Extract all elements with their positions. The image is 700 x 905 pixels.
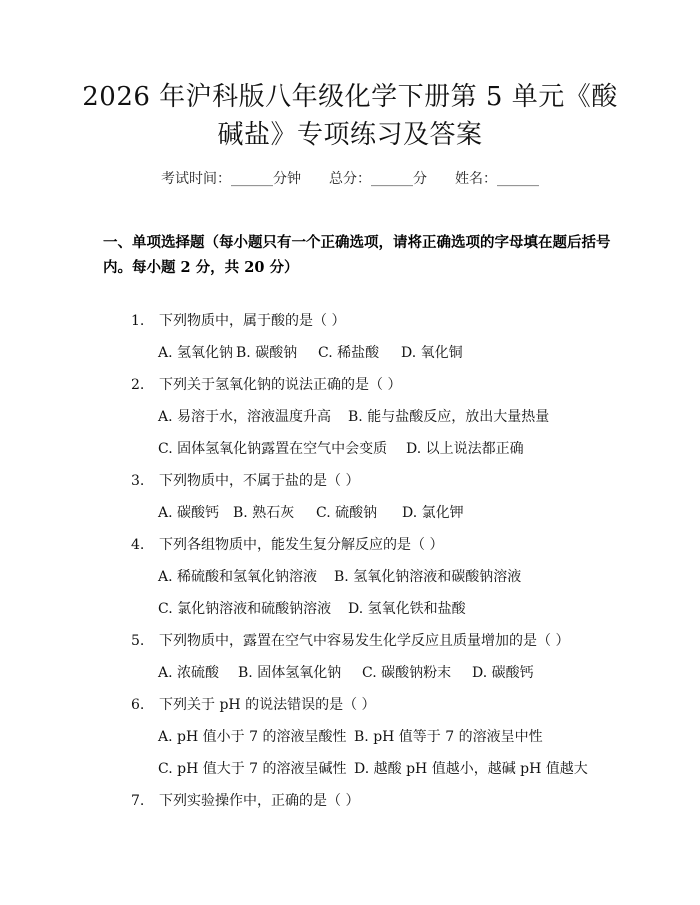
option-row	[158, 726, 543, 746]
option-b: B. 固体氢氧化钠	[238, 665, 342, 681]
question-text: 下列各组物质中，能发生复分解反应的是（ ）	[159, 537, 444, 553]
exam-time: 考试时间：______分钟	[161, 171, 301, 187]
question-text: 下列物质中，属于酸的是（ ）	[159, 313, 346, 329]
section-heading: 一、单项选择题（每小题只有一个正确选项，请将正确选项的字母填在题后括号内。每小题 2 分，共 20 分）	[103, 234, 611, 276]
option-b: B. 碳酸钠	[236, 345, 298, 361]
option-b: B. 熟石灰	[233, 505, 295, 521]
exam-total-score: 总分：______分	[329, 171, 427, 187]
option-a: A. 氢氧化钠	[158, 345, 234, 361]
question	[131, 630, 569, 650]
question-number: 1.	[131, 313, 145, 329]
option-c: C. 氯化钠溶液和硫酸钠溶液	[158, 601, 332, 617]
option-a: A. 碳酸钙	[158, 505, 220, 521]
question	[131, 534, 443, 554]
option-d: D. 越酸 pH 值越小，越碱 pH 值越大	[354, 761, 588, 777]
option-d: D. 氢氧化铁和盐酸	[348, 601, 466, 617]
option-c: C. 固体氢氧化钠露置在空气中会变质	[158, 441, 388, 457]
option-c: C. pH 值大于 7 的溶液呈碱性	[158, 761, 347, 777]
option-row	[158, 502, 464, 522]
option-d: D. 氯化钾	[402, 505, 464, 521]
option-a: A. 稀硫酸和氢氧化钠溶液	[158, 569, 318, 585]
student-name: 姓名：______	[455, 171, 539, 187]
question	[131, 310, 345, 330]
option-row	[158, 406, 549, 426]
option-row	[158, 438, 524, 458]
question-text: 下列实验操作中，正确的是（ ）	[159, 793, 360, 809]
exam-info	[0, 168, 700, 188]
question-number: 7.	[131, 793, 145, 809]
option-a: A. 易溶于水，溶液温度升高	[158, 409, 332, 425]
question-number: 5.	[131, 633, 145, 649]
document-title	[60, 78, 640, 154]
option-b: B. pH 值等于 7 的溶液呈中性	[354, 729, 543, 745]
option-row	[158, 598, 466, 618]
option-d: D. 以上说法都正确	[406, 441, 524, 457]
question-number: 2.	[131, 377, 145, 393]
option-row	[158, 342, 463, 362]
option-a: A. 浓硫酸	[158, 665, 220, 681]
option-d: D. 氧化铜	[401, 345, 463, 361]
option-b: B. 能与盐酸反应，放出大量热量	[348, 409, 550, 425]
question-text: 下列关于氢氧化钠的说法正确的是（ ）	[159, 377, 402, 393]
question-number: 3.	[131, 473, 145, 489]
question-text: 下列关于 pH 的说法错误的是（ ）	[159, 697, 376, 713]
question-text: 下列物质中，露置在空气中容易发生化学反应且质量增加的是（ ）	[159, 633, 570, 649]
option-c: C. 碳酸钠粉末	[362, 665, 452, 681]
option-a: A. pH 值小于 7 的溶液呈酸性	[158, 729, 347, 745]
option-d: D. 碳酸钙	[472, 665, 534, 681]
question	[131, 694, 376, 714]
question	[131, 790, 359, 810]
question	[131, 470, 359, 490]
option-b: B. 氢氧化钠溶液和碳酸钠溶液	[334, 569, 522, 585]
question-text: 下列物质中，不属于盐的是（ ）	[159, 473, 360, 489]
title-line-2: 碱盐》专项练习及答案	[217, 120, 483, 150]
title-line-1: 2026 年沪科版八年级化学下册第 5 单元《酸	[82, 82, 618, 112]
question-number: 6.	[131, 697, 145, 713]
option-c: C. 硫酸钠	[316, 505, 378, 521]
question-number: 4.	[131, 537, 145, 553]
option-row	[158, 566, 521, 586]
option-c: C. 稀盐酸	[318, 345, 380, 361]
option-row	[158, 758, 588, 778]
option-row	[158, 662, 534, 682]
question	[131, 374, 401, 394]
